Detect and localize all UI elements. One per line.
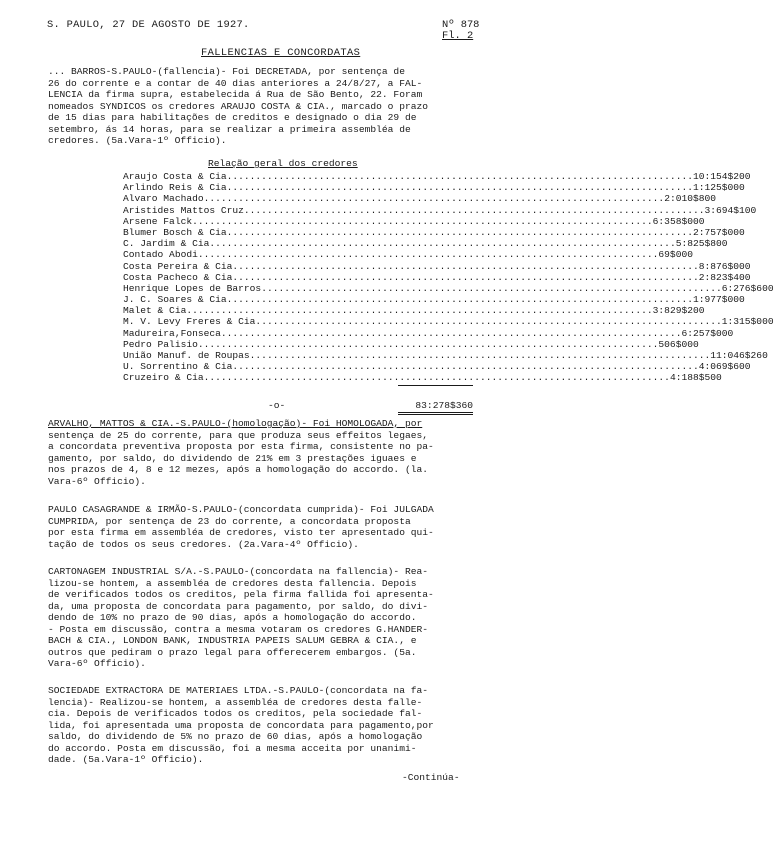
table-row xyxy=(123,215,705,227)
creditor-name: U. Sorrentino & Cia. xyxy=(123,361,239,373)
entry-line: 26 do corrente e a contar de 40 dias anteriores a 24/8/27, a FAL- xyxy=(48,77,423,89)
total-rule xyxy=(398,385,473,386)
entry-line: ARVALHO, MATTOS & CIA.-S.PAULO-(homologação)- Foi HOMOLOGADA, por xyxy=(48,418,423,429)
entry-line: CUMPRIDA, por sentença de 23 do corrente, a concordata proposta xyxy=(48,515,411,527)
leader-dots: ................................................................................ xyxy=(232,294,693,306)
table-row xyxy=(123,305,705,317)
leader-dots: ................................................................................ xyxy=(192,305,653,317)
creditor-amount: 8:876$000 xyxy=(698,260,751,272)
entry-line: de verificados todos os creditos, pela firma fallida foi apresenta- xyxy=(48,589,434,600)
entry-line: nomeados SYNDICOS os credores ARAUJO COSTA & CIA., marcado o prazo xyxy=(48,100,428,112)
creditor-amount: 69$000 xyxy=(658,249,693,261)
creditor-name: J. C. Soares & Cia. xyxy=(123,294,233,306)
creditor-amount: 3:694$100 xyxy=(704,204,757,216)
entry-line: lida, foi apresentada uma proposta de concordata para pagamento,por xyxy=(48,719,434,731)
entry-carvalho-mattos xyxy=(48,418,518,487)
entry-line: tação de todos os seus credores. (2a.Vara-4º Officio). xyxy=(48,538,359,550)
separator-mark: -o- xyxy=(268,400,286,411)
table-row xyxy=(123,350,768,361)
entry-line: do accordo. Posta em discussão, foi a mesma acceita por unanimi- xyxy=(48,742,417,754)
creditor-name: Araujo Costa & Cia. xyxy=(123,171,233,182)
entry-line: BACH & CIA., LONDON BANK, INDUSTRIA PAPEIS SALUM GEBRA & CIA., e xyxy=(48,635,417,646)
entry-line: a concordata preventiva proposta por esta firma, consistente no pa- xyxy=(48,441,434,452)
entry-line: LENCIA da firma supra, estabelecida á Rua de São Bento, 22. Foram xyxy=(48,89,423,100)
table-row xyxy=(123,238,728,250)
leader-dots: ................................................................................ xyxy=(232,226,693,238)
creditor-name: Malet & Cia. xyxy=(123,305,193,317)
entry-line: dendo de 10% no prazo de 90 dias, após a homologação do accordo. xyxy=(48,612,417,623)
leader-dots: ................................................................................ xyxy=(261,282,722,294)
entry-line: Vara-6º Officio). xyxy=(48,475,146,487)
leader-dots: ................................................................................ xyxy=(197,338,659,350)
creditors-table xyxy=(123,171,774,384)
creditors-total: 83:278$360 xyxy=(415,400,473,411)
creditor-name: Contado Abodi xyxy=(123,249,198,261)
table-row xyxy=(123,226,745,238)
leader-dots: ................................................................................ xyxy=(232,182,693,194)
entry-line: credores. (5a.Vara-1º Officio). xyxy=(48,135,227,146)
table-row xyxy=(123,372,722,384)
entry-cartonagem xyxy=(48,566,518,670)
leader-dots: ................................................................................ xyxy=(238,271,699,283)
entry-line: CARTONAGEM INDUSTRIAL S/A.-S.PAULO-(concordata na fallencia)- Rea- xyxy=(48,566,428,577)
table-row xyxy=(123,260,751,272)
table-row xyxy=(123,171,751,182)
leader-dots: ................................................................................ xyxy=(238,260,699,272)
entry-line: sentença de 25 do corrente, para que produza seus effeitos legaes, xyxy=(48,429,428,441)
leader-dots: ................................................................................ xyxy=(232,171,693,182)
creditor-name: Aristides Mattos Cruz xyxy=(123,204,244,216)
entry-line: outros que pediram o prazo legal para offerecerem embargos. (5a. xyxy=(48,646,417,658)
entry-line: PAULO CASAGRANDE & IRMÃO-S.PAULO-(concordata cumprida)- Foi JULGADA xyxy=(48,504,434,515)
creditor-name: M. V. Levy Freres & Cia. xyxy=(123,316,262,328)
entry-casagrande xyxy=(48,504,518,550)
entry-line: - Posta em discussão, contra a mesma votaram os credores G.HANDER- xyxy=(48,623,428,635)
creditor-name: Pedro Palisio xyxy=(123,338,198,350)
leader-dots: ................................................................................ xyxy=(203,193,665,205)
entry-line: ... BARROS-S.PAULO-(fallencia)- Foi DECRETADA, por sentença de xyxy=(48,66,405,77)
leader-dots: ................................................................................ xyxy=(197,249,659,261)
leader-dots: ................................................................................ xyxy=(261,316,722,328)
table-row xyxy=(123,361,751,373)
creditor-amount: 4:188$500 xyxy=(669,372,722,384)
entry-line: setembro, ás 14 horas, para se realizar a primeira assembléa de xyxy=(48,123,411,135)
entry-line: nos prazos de 4, 8 e 12 mezes, após a homologação do accordo. (la. xyxy=(48,464,428,475)
creditor-amount: 2:010$800 xyxy=(664,193,717,205)
creditor-amount: 2:823$400 xyxy=(698,271,751,283)
creditor-amount: 11:046$260 xyxy=(710,350,768,361)
section-title: FALLENCIAS E CONCORDATAS xyxy=(201,47,361,59)
dateline: S. PAULO, 27 DE AGOSTO DE 1927. xyxy=(47,19,250,31)
creditor-name: Arsene Falck xyxy=(123,215,193,227)
continues-note: -Continúa- xyxy=(402,772,460,783)
entry-line: da, uma proposta de concordata para pagamento, por saldo, do divi- xyxy=(48,600,428,612)
total-double-rule xyxy=(398,412,473,413)
table-row xyxy=(123,193,717,205)
creditor-amount: 4:069$600 xyxy=(698,361,751,373)
creditor-amount: 6:276$600 xyxy=(721,282,774,294)
table-row xyxy=(123,204,757,216)
creditor-name: C. Jardim & Cia. xyxy=(123,238,216,250)
table-row xyxy=(123,182,745,194)
entry-line: dade. (5a.Vara-1º Officio). xyxy=(48,754,204,765)
creditor-name: Alvaro Machado xyxy=(123,193,204,205)
creditor-amount: 10:154$200 xyxy=(692,171,751,182)
creditor-amount: 3:829$200 xyxy=(652,305,705,317)
leader-dots: ................................................................................ xyxy=(220,327,682,339)
entry-sociedade-extractora xyxy=(48,685,518,766)
entry-line: por esta firma em assembléa de credores, visto ter apresentado qui- xyxy=(48,527,434,538)
creditor-amount: 2:757$000 xyxy=(692,226,745,238)
entry-line: cia. Depois de verificados todos os creditos, pela sociedade fal- xyxy=(48,708,423,719)
total-double-rule xyxy=(398,414,473,415)
creditor-amount: 6:257$000 xyxy=(681,327,734,339)
table-row xyxy=(123,316,774,328)
table-row xyxy=(123,327,734,339)
entry-line: Vara-6º Officio). xyxy=(48,658,146,669)
entry-line: gamento, por saldo, do dividendo de 21% em 3 prestações iguaes e xyxy=(48,452,417,464)
leader-dots: ................................................................................ xyxy=(192,215,653,227)
table-row xyxy=(123,338,699,350)
creditor-name: Blumer Bosch & Cia. xyxy=(123,226,233,238)
leader-dots: ................................................................................ xyxy=(215,238,676,250)
creditor-name: Henrique Lopes de Barros xyxy=(123,282,262,294)
creditor-name: Cruzeiro & Cia. xyxy=(123,372,210,384)
creditor-name: Costa Pacheco & Cia. xyxy=(123,271,239,283)
folio-number: Fl. 2 xyxy=(442,30,474,42)
creditor-name: Arlindo Reis & Cia. xyxy=(123,182,233,194)
creditor-amount: 1:315$000 xyxy=(721,316,774,328)
table-row xyxy=(123,282,774,294)
entry-line: SOCIEDADE EXTRACTORA DE MATERIAES LTDA.-S.PAULO-(concordata na fa- xyxy=(48,685,428,696)
leader-dots: ................................................................................ xyxy=(243,204,705,216)
creditor-amount: 5:825$800 xyxy=(675,238,728,250)
creditor-name: Costa Pereira & Cia. xyxy=(123,260,239,272)
creditor-amount: 506$000 xyxy=(658,338,699,350)
creditor-name: Madureira,Fonseca xyxy=(123,327,221,339)
creditor-name: União Manuf. de Roupas xyxy=(123,350,250,361)
entry-line: saldo, do dividendo de 5% no prazo de 60 dias, após a homologação xyxy=(48,731,423,742)
table-row xyxy=(123,271,751,283)
table-row xyxy=(123,294,745,306)
leader-dots: ................................................................................ xyxy=(249,350,711,361)
entry-barros xyxy=(48,66,518,147)
table-row xyxy=(123,249,693,261)
entry-line: lizou-se hontem, a assembléa de credores desta fallencia. Depois xyxy=(48,577,417,589)
entry-line: de 15 dias para habilitações de creditos e designado o dia 29 de xyxy=(48,112,417,123)
creditors-table-title: Relação geral dos credores xyxy=(208,158,358,169)
entry-line: lencia)- Realizou-se hontem, a assembléa de credores desta falle- xyxy=(48,696,423,708)
bulletin-number: Nº 878 xyxy=(442,19,480,31)
creditor-amount: 1:977$000 xyxy=(692,294,745,306)
leader-dots: ................................................................................ xyxy=(238,361,699,373)
creditor-amount: 6:358$000 xyxy=(652,215,705,227)
leader-dots: ................................................................................ xyxy=(209,372,670,384)
creditor-amount: 1:125$000 xyxy=(692,182,745,194)
